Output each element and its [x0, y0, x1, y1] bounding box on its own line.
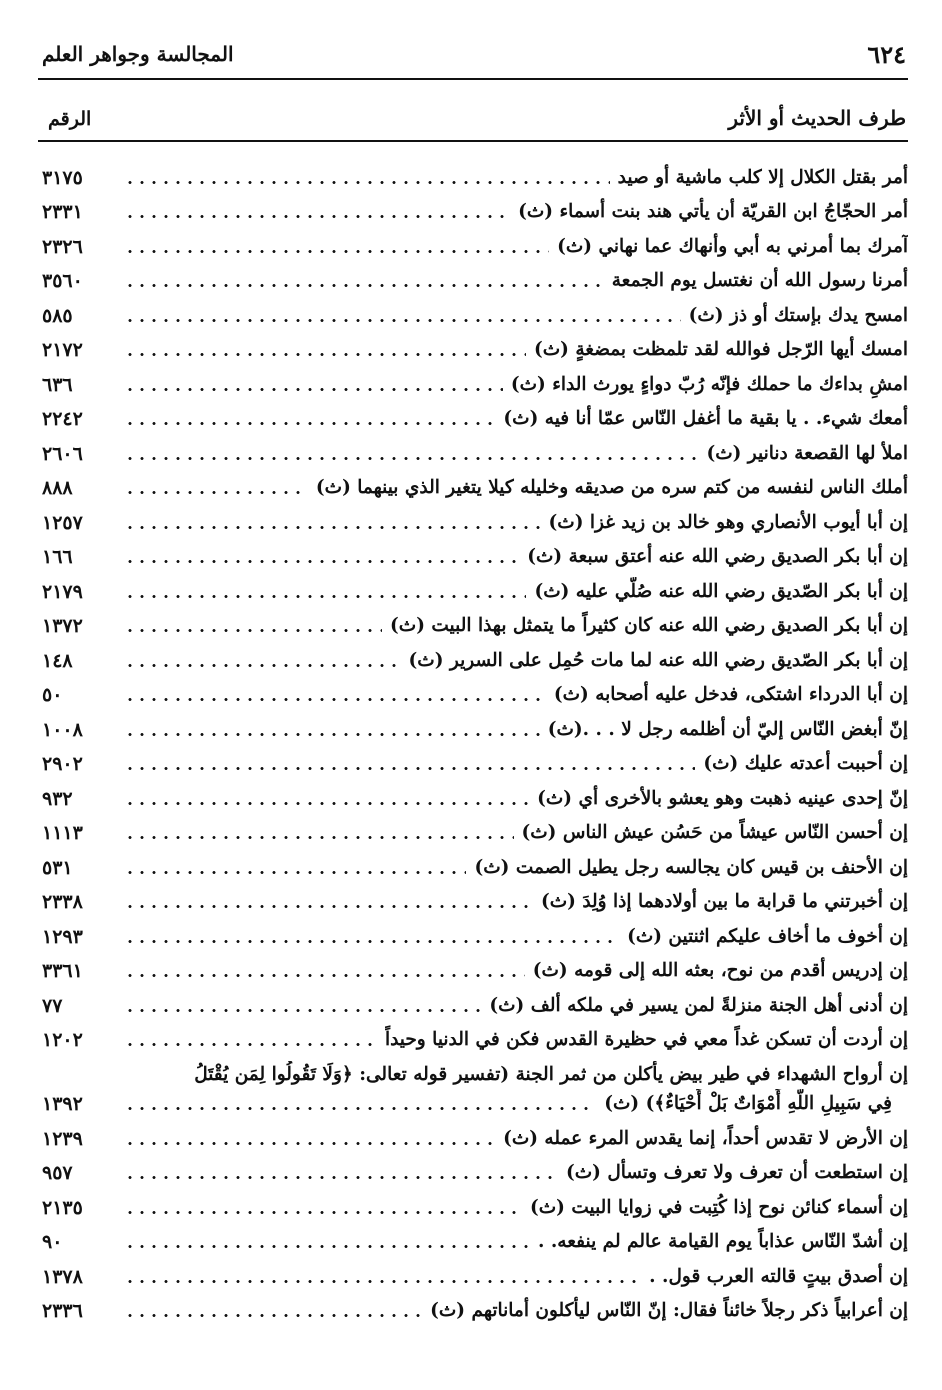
dot-leader [124, 1107, 596, 1110]
index-entry [38, 641, 908, 676]
entry-text: أمرنا رسول الله أن نغتسل يوم الجمعة [611, 270, 908, 291]
entry-number: ٥٨٥ [42, 304, 73, 327]
entry-text-block [116, 1025, 908, 1055]
index-table-header [38, 100, 908, 142]
entry-number: ٢١٧٩ [42, 580, 83, 603]
page-number: ٦٢٤ [867, 40, 906, 69]
entry-line [116, 887, 908, 917]
index-entry [38, 607, 908, 642]
entry-text-block [116, 197, 908, 227]
entry-line [116, 266, 908, 296]
entry-line [116, 404, 908, 434]
entry-line [116, 991, 908, 1021]
dot-leader [124, 905, 533, 908]
entry-line [116, 646, 908, 676]
entry-text: إنّ أبغض النّاس إليّ أن أظلمه رجل لا . . .(ث) [547, 718, 908, 740]
entry-number: ٢١٣٥ [42, 1196, 83, 1219]
index-entry [38, 814, 908, 849]
entry-text: إن أردت أن تسكن غداً معي في حظيرة القدس فكن في الدنيا وحيداً [384, 1029, 908, 1050]
entry-line [116, 784, 908, 814]
dot-leader [124, 1009, 481, 1012]
index-entry [38, 848, 908, 883]
entry-line [116, 1262, 908, 1292]
entry-text-block [116, 1262, 908, 1292]
index-entry [38, 365, 908, 400]
dot-leader [124, 181, 610, 184]
entry-line [116, 1227, 908, 1257]
entry-number: ٣١٧٥ [42, 166, 83, 189]
entry-text-block [116, 370, 908, 400]
entry-number: ٩٣٢ [42, 787, 73, 810]
entry-number: ١٢٠٢ [42, 1029, 83, 1051]
index-entry [38, 883, 908, 918]
dot-leader [124, 250, 549, 253]
dot-leader [124, 940, 619, 943]
entry-line [116, 1158, 908, 1188]
dot-leader [124, 1245, 530, 1248]
entry-number: ١٢٥٧ [42, 511, 83, 534]
entry-line [116, 749, 908, 779]
entry-number: ٧٧ [42, 994, 63, 1017]
index-entry [38, 710, 908, 745]
entry-continuation-text: فِي سَبِيلِ اللَّهِ أَمْوَاتٌ بَلْ أَحْيَاءٌ﴾) (ث) [604, 1093, 892, 1114]
index-entry [38, 1292, 908, 1327]
entry-text-block [116, 749, 908, 779]
entry-text: أمر الحجّاجُ ابن القريّة أن يأتي هند بنت أسماء (ث) [518, 201, 908, 222]
dot-leader [124, 491, 308, 494]
index-entry [38, 503, 908, 538]
entry-text: إن الأرض لا تقدس أحداً، إنما يقدس المرء عمله (ث) [503, 1127, 908, 1149]
dot-leader [124, 1176, 558, 1179]
dot-leader [124, 353, 526, 356]
entry-text: آمرك بما أمرني به أبي وأنهاك عما نهاني (ث) [557, 235, 908, 257]
entry-line [116, 197, 908, 227]
entry-text: أملك الناس لنفسه من كتم سره من صديقه وخليله كيلا يتغير الذي بينهما (ث) [315, 477, 908, 498]
entry-text: إن أحسن النّاس عيشاً من حَسُن عيش الناس (ث) [521, 822, 908, 843]
entry-text: إن أدنى أهل الجنة منزلةً لمن يسير في ملكه ألف (ث) [489, 994, 908, 1016]
dot-leader [124, 698, 546, 701]
dot-leader [124, 871, 466, 874]
dot-leader [124, 422, 495, 425]
entry-text: إن إدريس أقدم من نوح، بعثه الله إلى قومه (ث) [532, 960, 908, 981]
entry-line [116, 680, 908, 710]
entry-text-block [116, 611, 908, 641]
entry-text: امسك أيها الرّجل فوالله لقد تلمظت بمضغةٍ (ث) [533, 339, 908, 360]
entry-text: إن أعرابياً ذكر رجلاً خائناً فقال: إنّ النّاس ليأكلون أماناتهم (ث) [430, 1300, 908, 1321]
entry-text-block [116, 1296, 908, 1326]
entry-line [116, 1025, 908, 1055]
entry-text: إنّ إحدى عينيه ذهبت وهو يعشو بالأخرى أي (ث) [537, 787, 908, 809]
dot-leader [124, 388, 503, 391]
entry-text-block [116, 439, 908, 469]
index-entry [38, 952, 908, 987]
entry-text-block [116, 577, 908, 607]
entry-number: ١٤٨ [42, 649, 73, 672]
dot-leader [124, 1043, 377, 1046]
entry-line [116, 439, 908, 469]
entry-text: امسح يدك بإستك أو ذز (ث) [688, 304, 908, 326]
index-entry [38, 400, 908, 435]
index-entry [38, 296, 908, 331]
entry-line [116, 163, 908, 193]
entry-number: ٣٥٦٠ [42, 270, 83, 292]
index-entry [38, 538, 908, 573]
entry-text: امشِ بداءك ما حملك فإنّه رُبّ دواءٍ يورث الداء (ث) [510, 373, 908, 395]
entry-text-block [116, 991, 908, 1021]
entry-continuation-line [116, 1089, 908, 1119]
entry-text: إن أشدّ النّاس عذاباً يوم القيامة عالم لم ينفعه. . [537, 1231, 908, 1252]
entry-number: ٢٣٣٦ [42, 1300, 83, 1322]
index-entry [38, 434, 908, 469]
entry-number: ٢٣٣٨ [42, 891, 83, 913]
index-entry [38, 572, 908, 607]
book-title: المجالسة وجواهر العلم [42, 42, 234, 66]
entry-line [116, 508, 908, 538]
entry-number: ٨٨٨ [42, 477, 73, 499]
entry-text-block [116, 715, 908, 745]
entry-text: إن أرواح الشهداء في طير بيض يأكلن من ثمر الجنة (تفسير قوله تعالى: ﴿وَلَا تَقُولُوا لِمَن يُقْتَلُ [194, 1064, 908, 1085]
entry-line [116, 853, 908, 883]
index-entry [38, 1257, 908, 1292]
index-entry [38, 158, 908, 193]
dot-leader [124, 595, 526, 598]
entry-line [116, 473, 908, 503]
dot-leader [124, 319, 681, 322]
entry-number: ١٦٦ [42, 546, 73, 568]
dot-leader [124, 1211, 522, 1214]
index-entry [38, 1223, 908, 1258]
dot-leader [124, 560, 519, 563]
column-header-number: الرقم [48, 108, 92, 130]
dot-leader [124, 457, 698, 460]
index-entries [38, 158, 908, 1326]
entry-number: ٦٣٦ [42, 373, 73, 396]
entry-number: ٢٦٠٦ [42, 442, 83, 465]
entry-number: ٥٣١ [42, 856, 73, 879]
entry-number: ٢٣٣١ [42, 201, 83, 223]
entry-text: إن أخبرتني ما قرابة ما بين أولادهما إذا وُلِدَ (ث) [540, 891, 908, 912]
entry-text: إن أبا بكر الصّديق رضي الله عنه لما مات حُمِل على السرير (ث) [408, 649, 908, 671]
entry-text: إن أبا بكر الصديق رضي الله عنه أعتق سبعة (ث) [527, 546, 908, 567]
entry-text-block [116, 232, 908, 262]
entry-text-block [116, 1193, 908, 1223]
dot-leader [124, 664, 401, 667]
entry-text-block [116, 887, 908, 917]
entry-line [116, 1124, 908, 1154]
column-header-text: طرف الحديث أو الأثر [728, 106, 906, 130]
index-entry [38, 227, 908, 262]
entry-text: إن أحببت أعدته عليك (ث) [703, 753, 908, 774]
entry-text-block [116, 163, 908, 193]
entry-text-block [116, 646, 908, 676]
dot-leader [124, 767, 695, 770]
entry-text: إن أخوف ما أخاف عليكم اثنتين (ث) [627, 925, 908, 947]
entry-text: إن الأحنف بن قيس كان يجالسه رجل يطيل الصمت (ث) [474, 856, 908, 878]
entry-text-block [116, 473, 908, 503]
entry-line [116, 542, 908, 572]
dot-leader [124, 1142, 495, 1145]
entry-text: املأ لها القصعة دنانير (ث) [706, 442, 908, 464]
dot-leader [124, 629, 382, 632]
entry-text: إن أبا بكر الصّديق رضي الله عنه صُلّي عليه (ث) [534, 580, 908, 602]
entry-text-block [116, 680, 908, 710]
entry-line [116, 715, 908, 745]
dot-leader [124, 802, 529, 805]
entry-number: ٢٣٢٦ [42, 235, 83, 258]
dot-leader [124, 1280, 641, 1283]
entry-number: ٢٢٤٢ [42, 408, 83, 430]
entry-number: ١٢٣٩ [42, 1127, 83, 1150]
entry-text-block [116, 1061, 908, 1119]
index-entry [38, 1119, 908, 1154]
entry-text-block [116, 784, 908, 814]
entry-line [116, 1296, 908, 1326]
entry-text-block [116, 508, 908, 538]
dot-leader [124, 526, 541, 529]
index-entry [38, 1055, 908, 1119]
entry-text-block [116, 1158, 908, 1188]
entry-number: ٣٣٦١ [42, 960, 83, 982]
entry-number: ١١١٣ [42, 822, 83, 844]
entry-line [116, 922, 908, 952]
entry-text: إن استطعت أن تعرف ولا تعرف وتسأل (ث) [565, 1162, 908, 1183]
entry-line [116, 232, 908, 262]
entry-text: أمر بقتل الكلال إلا كلب ماشية أو صيد [617, 166, 908, 188]
index-entry [38, 469, 908, 504]
entry-text: إن أبا الدرداء اشتكى، فدخل عليه أصحابه (ث) [553, 684, 908, 705]
dot-leader [124, 215, 510, 218]
index-entry [38, 1021, 908, 1056]
entry-line [116, 577, 908, 607]
entry-text: إن أبا بكر الصديق رضي الله عنه كان كثيراً ما يتمثل بهذا البيت (ث) [390, 615, 908, 636]
entry-number: ١٢٩٣ [42, 925, 83, 948]
entry-text-block [116, 956, 908, 986]
dot-leader [124, 974, 525, 977]
index-entry [38, 917, 908, 952]
entry-text-block [116, 404, 908, 434]
entry-number: ٩٥٧ [42, 1162, 73, 1184]
entry-text-block [116, 1227, 908, 1257]
index-entry [38, 779, 908, 814]
entry-line [116, 818, 908, 848]
index-entry [38, 193, 908, 228]
running-head [38, 34, 908, 80]
entry-text: أمعك شيء. . يا بقية ما أغفل النّاس عمّا أنا فيه (ث) [503, 408, 908, 429]
entry-number: ١٣٩٢ [42, 1093, 83, 1115]
index-entry [38, 676, 908, 711]
index-entry [38, 745, 908, 780]
entry-text: إن أبا أيوب الأنصاري وهو خالد بن زيد غزا (ث) [548, 511, 908, 533]
index-entry [38, 1188, 908, 1223]
entry-line [116, 1193, 908, 1223]
index-page [38, 34, 908, 1354]
entry-text: إن أسماء كنائن نوح إذا كُتِبت في زوايا البيت (ث) [529, 1196, 908, 1218]
entry-number: ٥٠ [42, 684, 63, 706]
entry-text: إن أصدق بيتٍ قالته العرب قول. . [649, 1265, 908, 1287]
entry-number: ٢١٧٢ [42, 339, 83, 361]
entry-text-block [116, 335, 908, 365]
index-entry [38, 1154, 908, 1189]
index-entry [38, 262, 908, 297]
dot-leader [124, 1314, 422, 1317]
entry-number: ١٣٧٢ [42, 615, 83, 637]
dot-leader [124, 284, 604, 287]
entry-text-block [116, 853, 908, 883]
entry-number: ٩٠ [42, 1231, 63, 1253]
entry-text-block [116, 922, 908, 952]
index-entry [38, 986, 908, 1021]
entry-text-block [116, 266, 908, 296]
entry-text-block [116, 301, 908, 331]
entry-text-block [116, 542, 908, 572]
entry-line [116, 335, 908, 365]
entry-text-block [116, 1124, 908, 1154]
dot-leader [124, 733, 540, 736]
entry-number: ١٠٠٨ [42, 718, 83, 741]
entry-text-block [116, 818, 908, 848]
entry-line [116, 956, 908, 986]
dot-leader [124, 836, 514, 839]
entry-line [116, 611, 908, 641]
index-entry [38, 331, 908, 366]
entry-number: ١٣٧٨ [42, 1265, 83, 1288]
entry-line [116, 301, 908, 331]
entry-line [116, 370, 908, 400]
entry-number: ٢٩٠٢ [42, 753, 83, 775]
